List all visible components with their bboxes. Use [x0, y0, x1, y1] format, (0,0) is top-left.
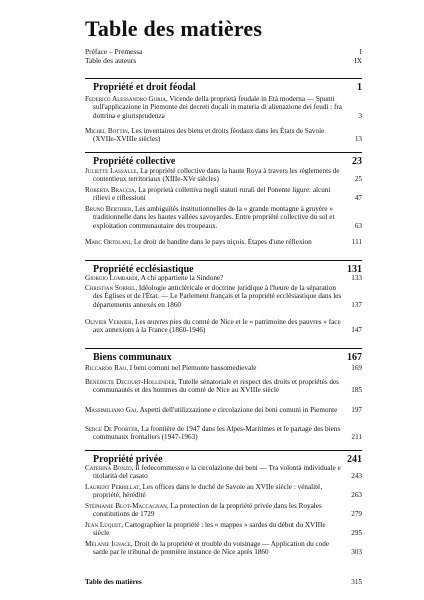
- toc-entry: Bénédicte Decourt-Hollender, Tutelle sénatoriale et respect des droits et propriétés des communautés et des hommes du comté de Nice au XVIIIe siècle 185: [85, 378, 362, 395]
- section-header: Propriété privée 241: [85, 450, 362, 451]
- section-header: Propriété et droit féodal 1: [85, 78, 362, 79]
- front-item-preface: Préface – Premessa I: [85, 47, 362, 56]
- toc-entry: Mélanie Ignace, Droit de la propriété et trouble du voisinage — Application du code sarde par le tribunal de première instance de Nice après 1860 303: [85, 540, 362, 557]
- toc-entry: Federico Alessandro Goria, Vicende della proprietà feudale in Età moderna — Spunti sull'applicazione in Piemonte dei decreti ducali in materia di alienazione dei feudi : fra dottrina e giurisprudenza 3: [85, 95, 362, 120]
- toc-final-entry: Table des matières 315: [85, 578, 362, 586]
- toc-entry: Caterina Bonzo, Il fedecommesso e la circolazione dei beni — Tra volontà individuale e titolarità del casato 243: [85, 464, 362, 481]
- toc-entry: Juliette Lassalle, La propriété collective dans la haute Roya à travers les règlements de contentieux territoriaux (XIIIe-XVe siècles) 25: [85, 167, 362, 184]
- section-header: Biens communaux 167: [85, 348, 362, 349]
- toc-entry: Marc Ortolani, Le droit de bandite dans le pays niçois. Étapes d'une réflexion 111: [85, 238, 362, 246]
- toc-entry: Laurent Perrillat, Les offices dans le duché de Savoie au XVIIe siècle : vénalité, propriété, hérédité 263: [85, 483, 362, 500]
- toc-entry: Bruno Berthier, Les ambiguïtés institutionnelles de la « grande montagne à gruyère » traditionnelle dans les hautes vallées savoyardes. Entre propriété collective du sol et exploitation communautaire des troupeaux. 63: [85, 205, 362, 230]
- toc-entry: Serge De Poorter, La frontière de 1947 dans les Alpes-Maritimes et le partage des biens communaux frontaliers (1947-1963) 211: [85, 425, 362, 442]
- toc-entry: Roberta Braccia, La proprietà collettiva negli statuti rurali del Ponente ligure: alcuni rilievi e riflessioni 47: [85, 186, 362, 203]
- page-title: Table des matières: [85, 16, 263, 41]
- toc-entry: Riccardo Rao, I beni comuni nel Piemonte bassomedievale 169: [85, 364, 362, 372]
- toc-entry: Michel Bottin, Les inventaires des biens et droits féodaux dans les États de Savoie (XVIIe-XVIIIe siècles) 13: [85, 127, 362, 144]
- front-item-authors: Table des auteurs IX: [85, 56, 362, 65]
- toc-entry: Jean Luquet, Cartographier la propriété : les « mappes » sardes du début du XVIIIe siècle 295: [85, 521, 362, 538]
- toc-entry: Christian Sorrel, Idéologie anticléricale et doctrine juridique à l'heure de la séparation des Églises et de l'État. — Le Parlement français et la propriété ecclésiastique dans les départements annexés en 1860 137: [85, 284, 362, 309]
- toc-entry: Stéphanie Blot-Maccagnan, La protection de la propriété privée dans les Royales constitutions de 1729 279: [85, 502, 362, 519]
- toc-entry: Olivier Vernier, Les œuvres pies du comté de Nice et le « patrimoine des pauvres » face aux annexions à la France (1860-1946) 147: [85, 318, 362, 335]
- section-header: Propriété collective 23: [85, 152, 362, 153]
- section-header: Propriété ecclésiastique 131: [85, 260, 362, 261]
- toc-entry: Giorgio Lombardi, A chi appartiene la Sindone? 133: [85, 274, 362, 282]
- toc-entry: Massimiliano Gaj, Aspetti dell'utilizzazione e circolazione dei beni comuni in Piemonte 197: [85, 406, 362, 414]
